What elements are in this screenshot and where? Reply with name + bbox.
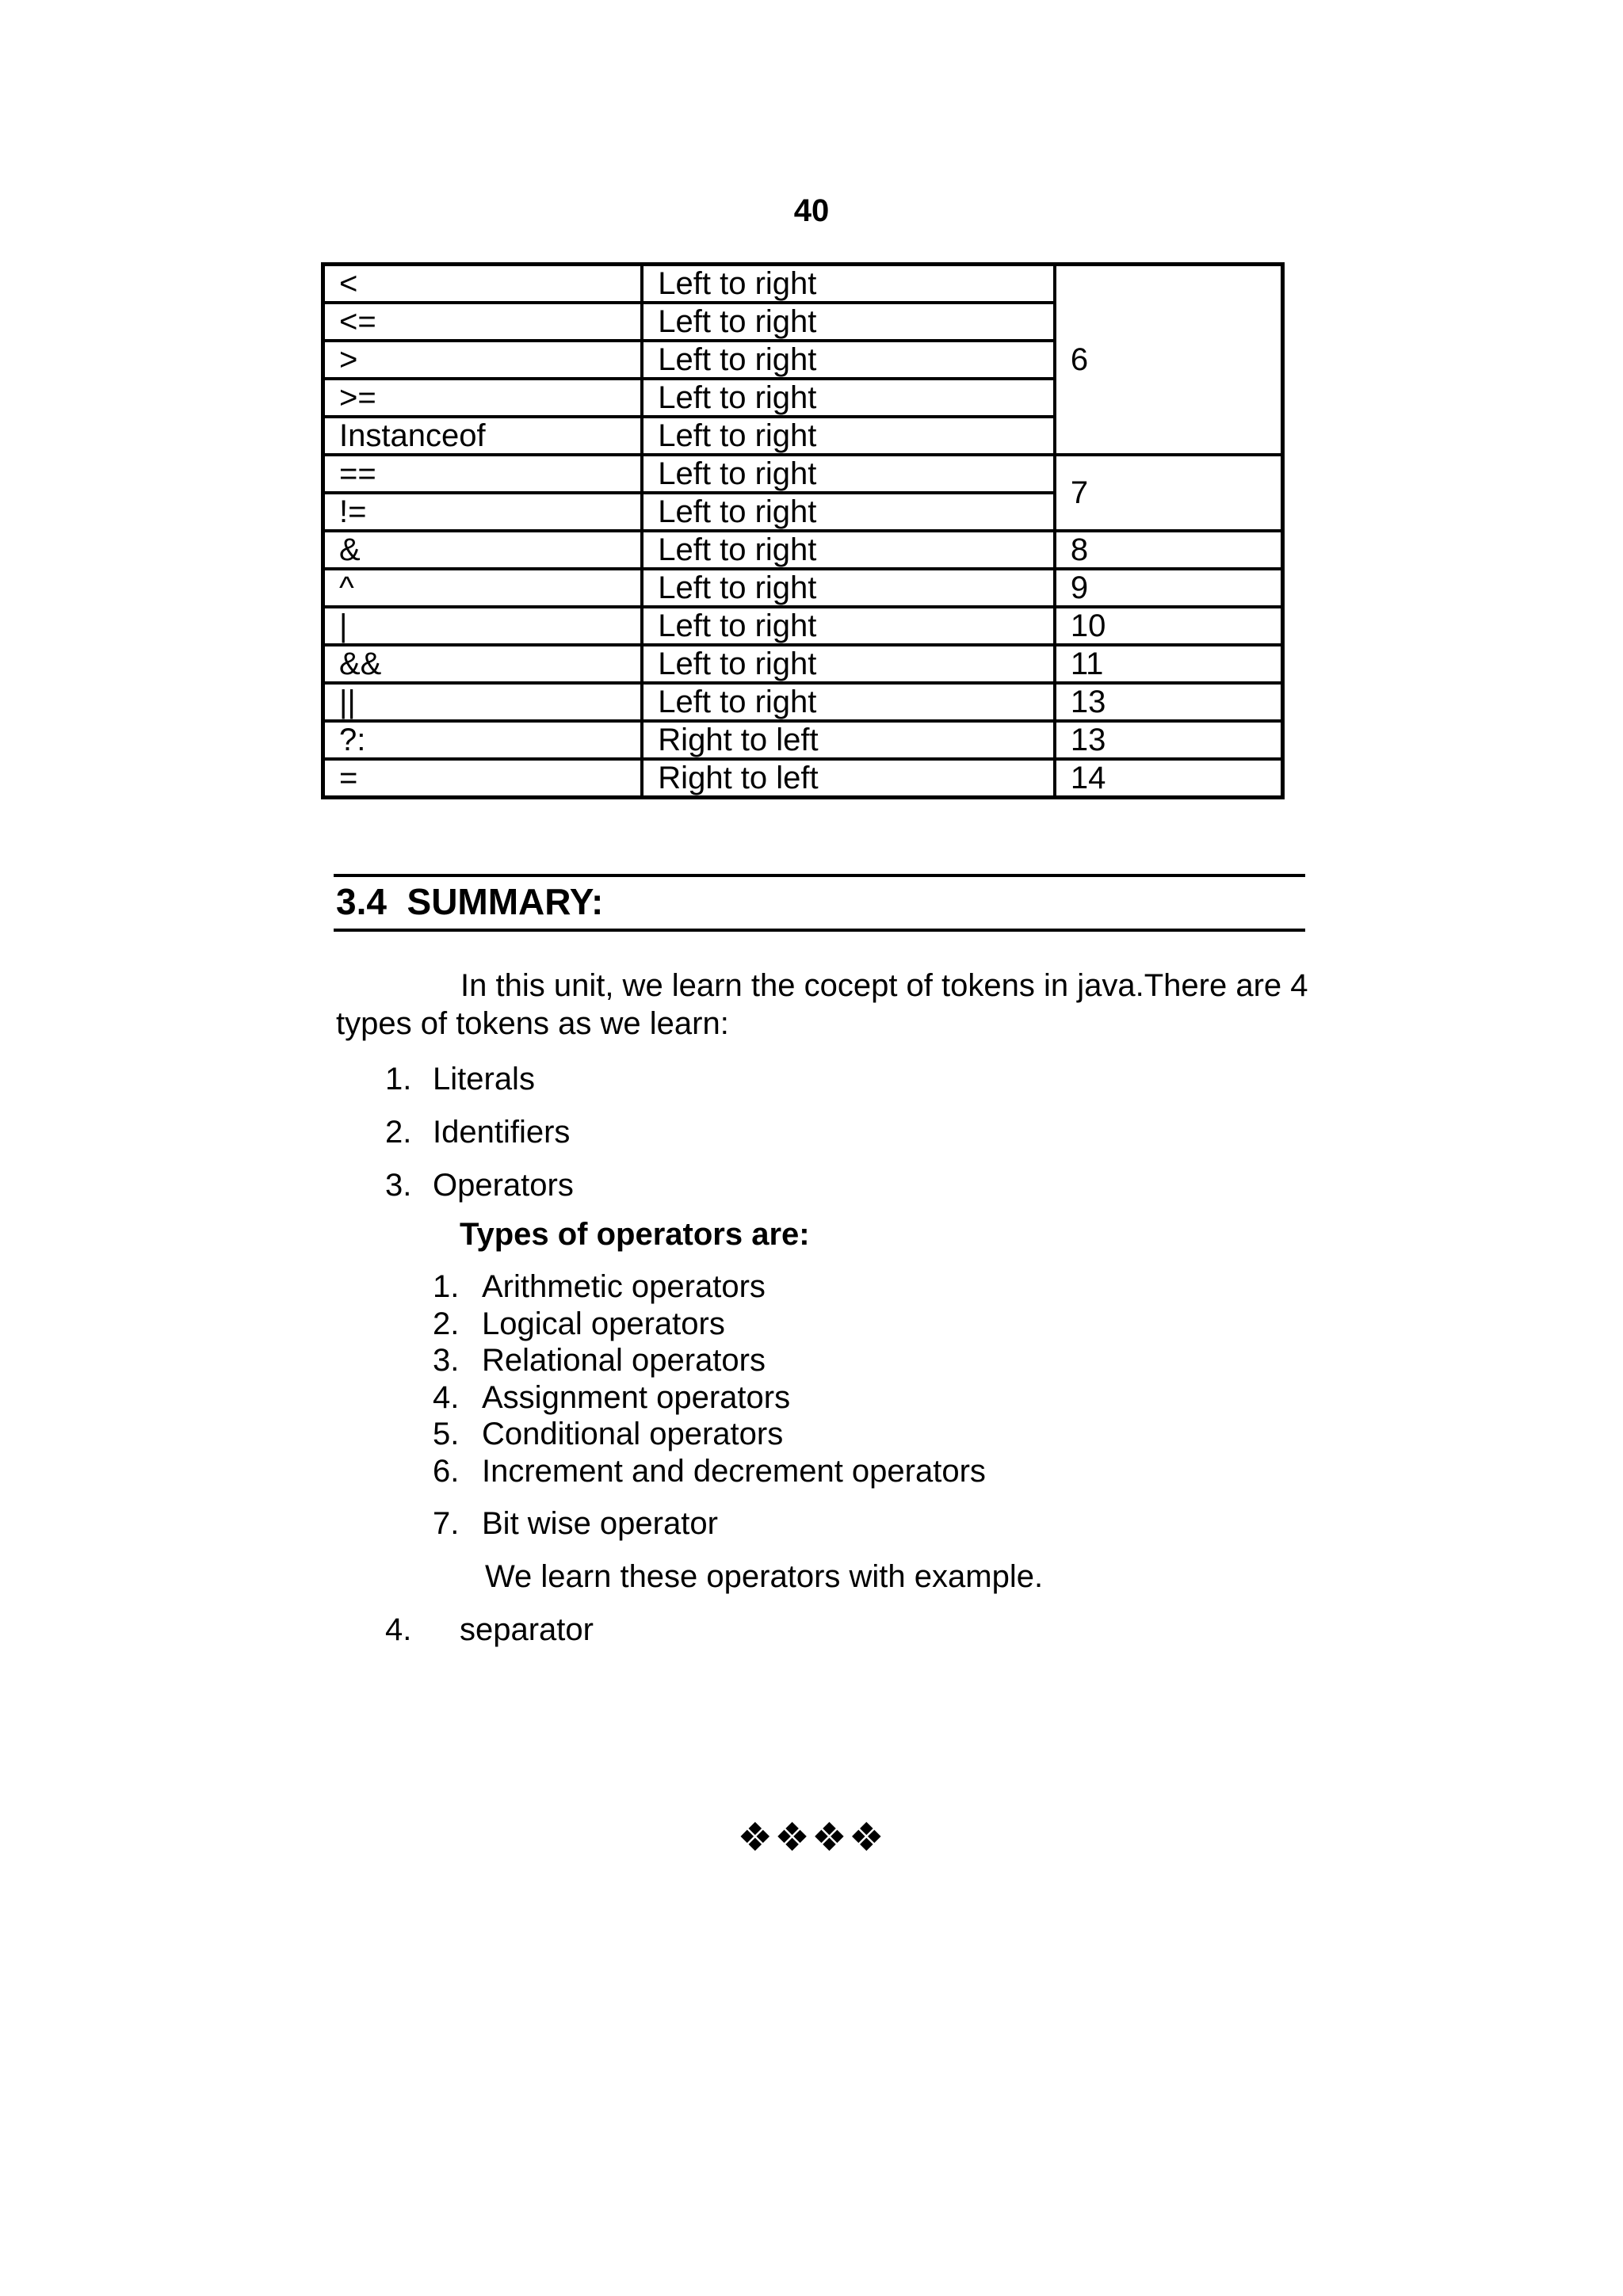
operator-cell: ||	[323, 683, 643, 721]
list-item-number: 3.	[385, 1168, 412, 1203]
precedence-cell: 11	[1055, 645, 1283, 683]
sublist-item-label: Increment and decrement operators	[482, 1454, 986, 1489]
precedence-cell: 9	[1055, 569, 1283, 607]
list-item	[385, 1168, 574, 1203]
table-row	[323, 607, 1283, 645]
list-item-label: Operators	[433, 1168, 574, 1203]
associativity-cell: Left to right	[642, 645, 1055, 683]
sublist-item-label: Assignment operators	[482, 1380, 791, 1415]
list-item-label: separator	[460, 1612, 594, 1647]
precedence-cell: 10	[1055, 607, 1283, 645]
sublist-item	[433, 1454, 986, 1489]
section-title: SUMMARY:	[407, 881, 604, 922]
list-item	[385, 1612, 594, 1648]
sublist-item-number: 4.	[433, 1380, 460, 1415]
table-row	[323, 683, 1283, 721]
operators-heading: Types of operators are:	[460, 1217, 810, 1252]
sublist-item-number: 6.	[433, 1454, 460, 1489]
sublist-item-label: Relational operators	[482, 1343, 766, 1378]
operator-cell: =	[323, 759, 643, 798]
operator-cell: <=	[323, 303, 643, 341]
sublist-item-label: Logical operators	[482, 1306, 725, 1341]
section-rule-bottom	[334, 929, 1305, 932]
table-body	[323, 265, 1283, 798]
table-row	[323, 531, 1283, 569]
associativity-cell: Right to left	[642, 759, 1055, 798]
list-item-label: Literals	[433, 1062, 535, 1097]
sublist-item-label: Arithmetic operators	[482, 1269, 766, 1304]
list-item-number: 1.	[385, 1062, 412, 1097]
list-item	[385, 1062, 535, 1097]
associativity-cell: Left to right	[642, 607, 1055, 645]
operator-cell: <	[323, 265, 643, 303]
sublist-item	[433, 1343, 766, 1379]
precedence-cell: 13	[1055, 721, 1283, 759]
list-item	[385, 1115, 570, 1150]
associativity-cell: Left to right	[642, 341, 1055, 379]
sublist-item	[433, 1506, 718, 1542]
section-heading	[336, 880, 603, 923]
associativity-cell: Left to right	[642, 493, 1055, 531]
precedence-cell: 13	[1055, 683, 1283, 721]
table-row	[323, 265, 1283, 303]
list-item-number: 4.	[385, 1612, 412, 1647]
operator-cell: &	[323, 531, 643, 569]
operator-cell: >=	[323, 379, 643, 417]
precedence-cell: 14	[1055, 759, 1283, 798]
precedence-cell: 8	[1055, 531, 1283, 569]
table-row	[323, 721, 1283, 759]
sublist-item	[433, 1417, 783, 1452]
sublist-item-number: 5.	[433, 1417, 460, 1451]
precedence-cell: 6	[1055, 265, 1283, 456]
operator-cell: Instanceof	[323, 417, 643, 455]
operator-cell: >	[323, 341, 643, 379]
associativity-cell: Left to right	[642, 683, 1055, 721]
associativity-cell: Right to left	[642, 721, 1055, 759]
associativity-cell: Left to right	[642, 379, 1055, 417]
end-ornament: ❖❖❖❖	[737, 1814, 886, 1860]
table-row	[323, 645, 1283, 683]
sublist-item-number: 7.	[433, 1506, 460, 1541]
summary-intro: In this unit, we learn the cocept of tokens in java.There are 4 types of tokens as we learn:	[336, 968, 1308, 1041]
operator-precedence-table	[321, 262, 1285, 799]
associativity-cell: Left to right	[642, 569, 1055, 607]
table-row	[323, 455, 1283, 493]
associativity-cell: Left to right	[642, 265, 1055, 303]
table-row	[323, 759, 1283, 798]
sublist-item-label: Conditional operators	[482, 1417, 784, 1451]
sublist-item-label: Bit wise operator	[482, 1506, 718, 1541]
section-number: 3.4	[336, 881, 387, 922]
associativity-cell: Left to right	[642, 455, 1055, 493]
precedence-cell: 7	[1055, 455, 1283, 531]
page-number: 40	[793, 193, 830, 228]
closing-note: We learn these operators with example.	[485, 1559, 1044, 1594]
list-item-number: 2.	[385, 1115, 412, 1150]
operator-cell: ^	[323, 569, 643, 607]
sublist-item	[433, 1380, 790, 1416]
sublist-item	[433, 1306, 725, 1342]
associativity-cell: Left to right	[642, 417, 1055, 455]
section-rule-top	[334, 874, 1305, 877]
operator-cell: ?:	[323, 721, 643, 759]
list-item-label: Identifiers	[433, 1115, 571, 1150]
sublist-item	[433, 1269, 766, 1305]
operator-cell: !=	[323, 493, 643, 531]
associativity-cell: Left to right	[642, 531, 1055, 569]
associativity-cell: Left to right	[642, 303, 1055, 341]
sublist-item-number: 3.	[433, 1343, 460, 1378]
operator-cell: |	[323, 607, 643, 645]
table-row	[323, 569, 1283, 607]
sublist-item-number: 2.	[433, 1306, 460, 1341]
operator-cell: ==	[323, 455, 643, 493]
operator-cell: &&	[323, 645, 643, 683]
sublist-item-number: 1.	[433, 1269, 460, 1304]
